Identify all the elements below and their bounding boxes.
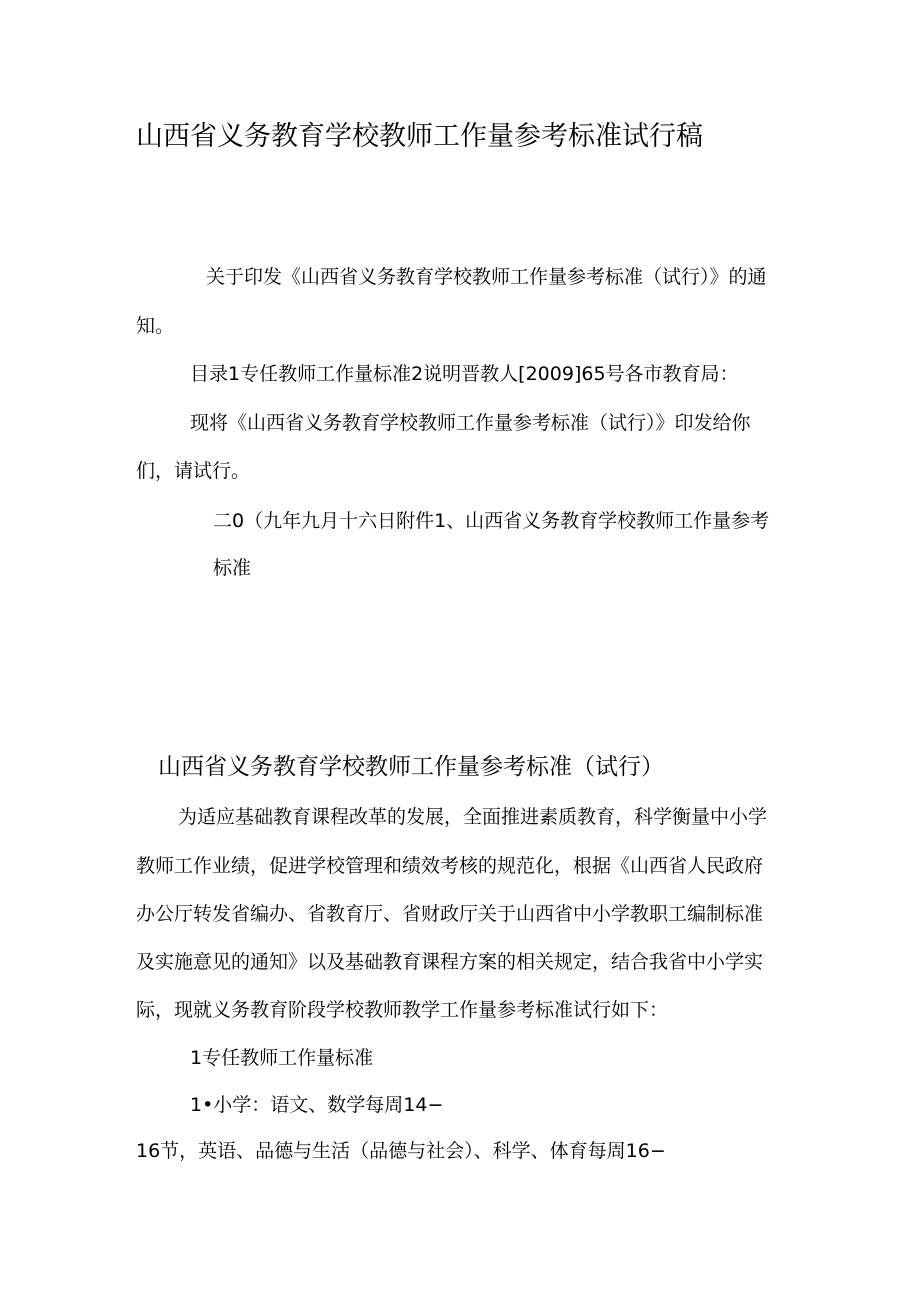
document-title: 山西省义务教育学校教师工作量参考标准试行稿	[136, 121, 703, 152]
notice-body-line-1: 现将《山西省义务教育学校教师工作量参考标准（试行）》印发给你	[190, 412, 751, 434]
date-attachment-line-2: 标准	[213, 557, 252, 579]
notice-line-1: 关于印发《山西省义务教育学校教师工作量参考标准（试行）》的通	[206, 266, 767, 288]
date-attachment-line-1: 二0（九年九月十六日附件1、山西省义务教育学校教师工作量参考	[213, 510, 770, 532]
intro-line: 为适应基础教育课程改革的发展，全面推进素质教育，科学衡量中小学	[178, 806, 768, 828]
table-of-contents: 目录1专任教师工作量标准2说明晋教人[2009]65号各市教育局：	[190, 363, 739, 385]
notice-line-2: 知。	[136, 315, 175, 337]
standard-heading: 山西省义务教育学校教师工作量参考标准（试行）	[158, 754, 664, 780]
notice-body-line-2: 们，请试行。	[136, 460, 251, 482]
item-line-1: 1•小学：语文、数学每周14−	[190, 1094, 444, 1116]
intro-line: 际，现就义务教育阶段学校教师教学工作量参考标准试行如下：	[136, 999, 669, 1021]
item-line-2: 16节，英语、品德与生活（品德与社会）、科学、体育每周16−	[136, 1140, 666, 1162]
intro-line: 办公厅转发省编办、省教育厅、省财政厅关于山西省中小学教职工编制标准	[136, 903, 764, 925]
intro-line: 及实施意见的通知》以及基础教育课程方案的相关规定，结合我省中小学实	[136, 951, 764, 973]
intro-line: 教师工作业绩，促进学校管理和绩效考核的规范化，根据《山西省人民政府	[136, 855, 764, 877]
section-heading: 1专任教师工作量标准	[190, 1047, 374, 1069]
